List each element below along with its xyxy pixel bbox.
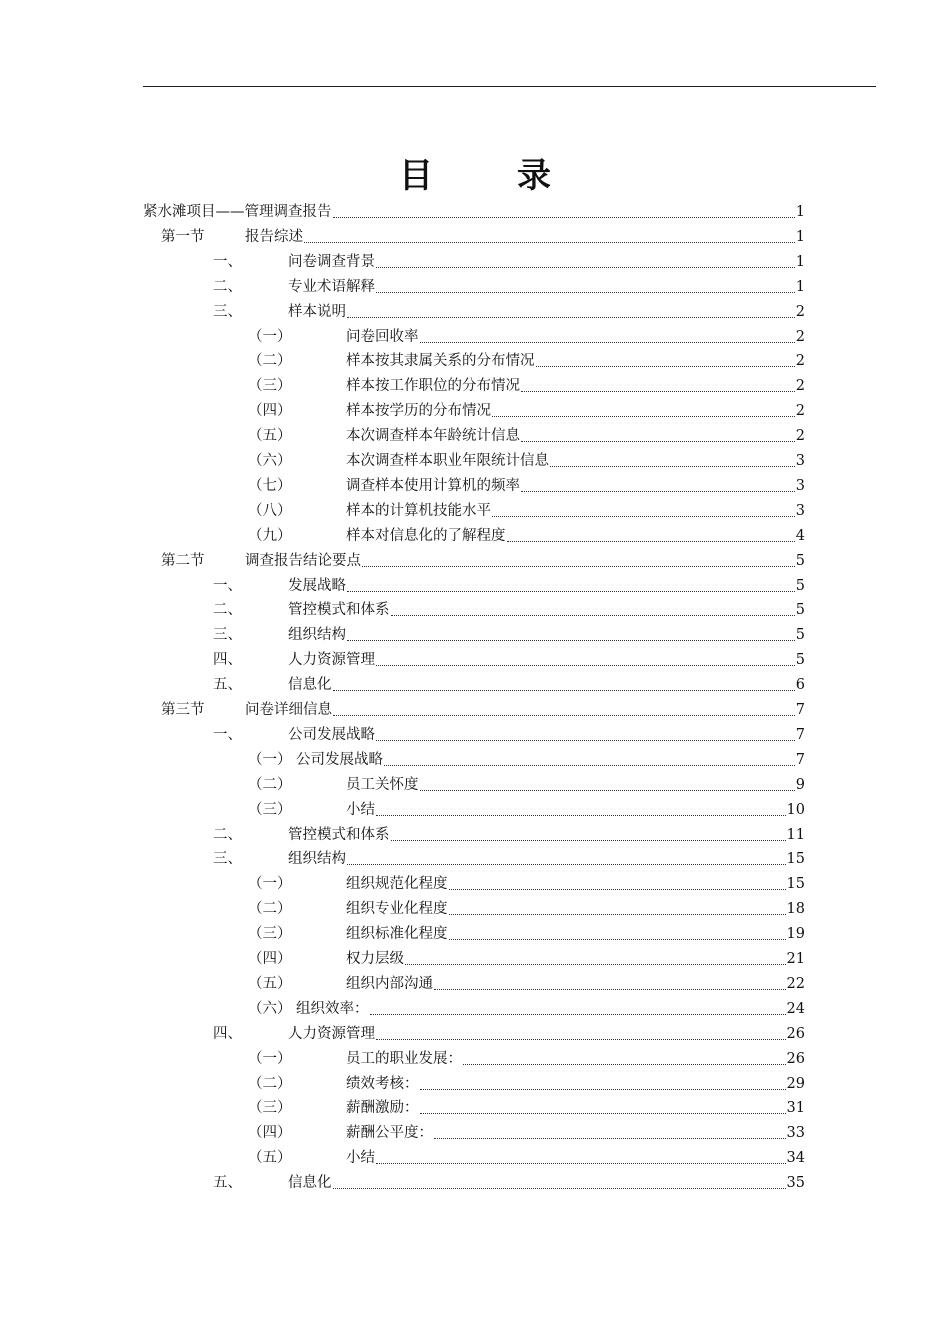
toc-entry-title: 问卷调查背景 — [288, 253, 375, 270]
dot-leader — [376, 292, 795, 293]
toc-entry[interactable] — [248, 1070, 805, 1094]
toc-entry[interactable] — [213, 596, 805, 620]
dot-leader — [405, 964, 786, 965]
toc-entry-title: 样本按工作职位的分布情况 — [346, 378, 520, 395]
toc-entry-page: 1 — [795, 253, 805, 270]
toc-entry-number: 五、 — [213, 677, 242, 694]
dot-leader — [333, 1188, 786, 1189]
dot-leader — [376, 267, 795, 268]
toc-entry[interactable] — [248, 397, 805, 421]
toc-entry-title: 人力资源管理 — [288, 652, 375, 669]
title-char-2: 录 — [517, 156, 551, 196]
toc-entry-page: 3 — [795, 453, 805, 469]
toc-entry-page: 18 — [786, 901, 805, 918]
toc-entry-page: 1 — [795, 278, 805, 295]
toc-entry-title: 公司发展战略 — [288, 726, 375, 743]
dot-leader — [420, 790, 795, 791]
dot-leader — [376, 815, 786, 816]
toc-entry-title: 组织标准化程度 — [346, 926, 448, 943]
toc-entry[interactable] — [248, 472, 805, 496]
toc-entry-title: 样本说明 — [288, 303, 346, 320]
toc-entry[interactable] — [213, 298, 805, 322]
toc-entry[interactable] — [248, 920, 805, 944]
toc-entry-number: 二、 — [213, 602, 242, 619]
toc-entry-number: （六） — [248, 1000, 292, 1017]
toc-entry-number: （二） — [248, 353, 292, 370]
toc-entry[interactable] — [213, 1169, 805, 1193]
toc-entry-title: 组织结构 — [288, 627, 346, 644]
dot-leader — [370, 1014, 786, 1015]
toc-entry-page: 33 — [786, 1125, 805, 1142]
toc-entry-page: 2 — [795, 428, 805, 445]
dot-leader — [449, 914, 786, 915]
toc-entry-page: 2 — [795, 353, 805, 370]
toc-entry-title: 薪酬激励： — [346, 1100, 419, 1117]
toc-entry-number: （二） — [248, 776, 292, 793]
toc-entry-page: 2 — [795, 403, 805, 420]
dot-leader — [362, 566, 795, 567]
dot-leader — [420, 1089, 786, 1090]
toc-entry-title: 调查样本使用计算机的频率 — [346, 477, 520, 494]
toc-entry[interactable] — [213, 621, 805, 645]
toc-entry-page: 31 — [786, 1100, 805, 1117]
toc-entry-title: 管控模式和体系 — [288, 602, 390, 619]
toc-entry-page: 5 — [795, 652, 805, 669]
dot-leader — [434, 1138, 786, 1139]
toc-entry-title: 样本的计算机技能水平 — [346, 502, 491, 519]
dot-leader — [376, 1039, 786, 1040]
toc-entry-page: 7 — [795, 702, 805, 718]
toc-entry-title: 信息化 — [288, 1175, 332, 1192]
toc-entry-title: 样本对信息化的了解程度 — [346, 527, 506, 544]
toc-entry-number: （一） — [248, 1050, 292, 1067]
toc-entry-number: 一、 — [213, 577, 242, 594]
dot-leader — [521, 441, 795, 442]
dot-leader — [376, 740, 795, 741]
dot-leader — [391, 840, 786, 841]
dot-leader — [449, 939, 786, 940]
header-rule — [143, 86, 876, 87]
toc-entry-page: 19 — [786, 926, 805, 943]
toc-entry-number: （四） — [248, 951, 292, 967]
toc-entry-number: （三） — [248, 926, 292, 943]
toc-entry-number: 第二节 — [161, 552, 205, 569]
toc-entry[interactable] — [248, 347, 805, 371]
toc-entry-page: 22 — [786, 975, 805, 992]
toc-entry-title: 样本按其隶属关系的分布情况 — [346, 353, 535, 370]
toc-entry-number: （九） — [248, 527, 292, 544]
toc-entry-number: （二） — [248, 1075, 292, 1092]
toc-entry-title: 本次调查样本职业年限统计信息 — [346, 453, 549, 469]
toc-entry-title: 小结 — [346, 1150, 375, 1167]
dot-leader — [347, 640, 795, 641]
dot-leader — [420, 1113, 786, 1114]
toc-entry-page: 15 — [786, 876, 805, 893]
dot-leader — [384, 765, 795, 766]
toc-entry-page: 2 — [795, 303, 805, 320]
toc-entry-page: 29 — [786, 1075, 805, 1092]
dot-leader — [333, 690, 795, 691]
toc-entry-number: （三） — [248, 801, 292, 818]
toc-entry-number: （六） — [248, 453, 292, 469]
toc-entry-title: 样本按学历的分布情况 — [346, 403, 491, 420]
toc-entry-page: 11 — [786, 826, 805, 843]
dot-leader — [492, 416, 795, 417]
toc-entry-page: 6 — [795, 677, 805, 694]
toc-entry-title: 本次调查样本年龄统计信息 — [346, 428, 520, 445]
toc-entry-title: 绩效考核： — [346, 1075, 419, 1092]
toc-entry[interactable] — [161, 223, 805, 247]
toc-entry[interactable] — [161, 547, 805, 571]
toc-entry-title: 问卷回收率 — [346, 328, 419, 345]
toc-entry-number: （三） — [248, 1100, 292, 1117]
toc-entry-number: （五） — [248, 1150, 292, 1167]
toc-entry-page: 5 — [795, 577, 805, 594]
dot-leader — [304, 242, 795, 243]
toc-entry[interactable] — [248, 1144, 805, 1168]
toc-entry-page: 24 — [786, 1000, 805, 1017]
toc-entry-title: 员工关怀度 — [346, 776, 419, 793]
toc-entry-number: （五） — [248, 975, 292, 992]
dot-leader — [391, 615, 795, 616]
dot-leader — [521, 491, 795, 492]
toc-entry-number: （八） — [248, 502, 292, 519]
toc-entry-number: 二、 — [213, 278, 242, 295]
toc-entry-page: 26 — [786, 1050, 805, 1067]
dot-leader — [507, 541, 795, 542]
toc-entry-page: 4 — [795, 527, 805, 544]
toc-entry[interactable] — [248, 323, 805, 347]
toc-entry-title: 调查报告结论要点 — [245, 552, 361, 569]
toc-entry-number: 第三节 — [161, 702, 205, 718]
toc-entry-number: 三、 — [213, 851, 242, 868]
toc-entry-number: 一、 — [213, 726, 242, 743]
toc-entry[interactable] — [213, 572, 805, 596]
toc-entry-page: 3 — [795, 477, 805, 494]
dot-leader — [434, 989, 786, 990]
toc-entry[interactable] — [213, 721, 805, 745]
dot-leader — [420, 342, 795, 343]
dot-leader — [347, 591, 795, 592]
toc-entry-title: 公司发展战略 — [296, 751, 383, 768]
toc-entry-page: 21 — [786, 951, 805, 967]
toc-entry-number: （四） — [248, 403, 292, 420]
dot-leader — [536, 366, 795, 367]
toc-entry[interactable] — [248, 995, 805, 1019]
toc-entry-number: （五） — [248, 428, 292, 445]
toc-entry-number: 四、 — [213, 652, 242, 669]
toc-entry-number: 三、 — [213, 627, 242, 644]
toc-entry-page: 2 — [795, 378, 805, 395]
toc-entry-title: 发展战略 — [288, 577, 346, 594]
toc-entry[interactable] — [248, 422, 805, 446]
toc-entry-page: 10 — [786, 801, 805, 818]
toc-entry-title: 组织专业化程度 — [346, 901, 448, 918]
toc-entry-page: 34 — [786, 1150, 805, 1167]
toc-entry-page: 2 — [795, 328, 805, 345]
page-title — [0, 152, 950, 200]
toc-entry-title: 紧水滩项目——管理调查报告 — [143, 204, 332, 220]
toc-entry-title: 报告综述 — [245, 228, 303, 245]
title-char-1: 目 — [399, 156, 433, 196]
toc-entry-page: 7 — [795, 751, 805, 768]
toc-entry-number: （一） — [248, 876, 292, 893]
toc-entry-title: 人力资源管理 — [288, 1025, 375, 1042]
toc-entry[interactable] — [248, 1045, 805, 1069]
toc-entry-page: 5 — [795, 627, 805, 644]
dot-leader — [376, 665, 795, 666]
toc-entry[interactable] — [248, 945, 805, 969]
toc-entry-number: 二、 — [213, 826, 242, 843]
toc-entry-number: 四、 — [213, 1025, 242, 1042]
toc-entry-number: （四） — [248, 1125, 292, 1142]
dot-leader — [347, 317, 795, 318]
toc-entry[interactable] — [213, 273, 805, 297]
toc-entry-number: （一） — [248, 751, 292, 768]
dot-leader — [333, 217, 795, 218]
toc-entry[interactable] — [248, 771, 805, 795]
dot-leader — [550, 466, 795, 467]
dot-leader — [521, 391, 795, 392]
toc-entry-page: 26 — [786, 1025, 805, 1042]
dot-leader — [376, 1163, 786, 1164]
toc-entry-title: 薪酬公平度： — [346, 1125, 433, 1142]
toc-entry[interactable] — [248, 1094, 805, 1118]
toc-entry-page: 3 — [795, 502, 805, 519]
toc-entry-title: 小结 — [346, 801, 375, 818]
toc-entry-number: 三、 — [213, 303, 242, 320]
dot-leader — [347, 864, 786, 865]
toc-entry[interactable] — [213, 821, 805, 845]
toc-entry-page: 5 — [795, 552, 805, 569]
toc-entry[interactable] — [213, 646, 805, 670]
toc-entry[interactable] — [213, 248, 805, 272]
toc-entry[interactable] — [248, 522, 805, 546]
toc-entry[interactable] — [248, 870, 805, 894]
toc-entry[interactable] — [213, 845, 805, 869]
dot-leader — [463, 1064, 786, 1065]
toc-entry[interactable] — [248, 796, 805, 820]
toc-entry[interactable] — [213, 1020, 805, 1044]
toc-entry-title: 组织结构 — [288, 851, 346, 868]
toc-entry-page: 7 — [795, 726, 805, 743]
toc-entry-number: （二） — [248, 901, 292, 918]
dot-leader — [492, 516, 795, 517]
toc-entry-number: 五、 — [213, 1175, 242, 1192]
toc-entry-title: 信息化 — [288, 677, 332, 694]
toc-entry[interactable] — [161, 696, 805, 720]
toc-entry-title: 组织内部沟通 — [346, 975, 433, 992]
toc-entry[interactable] — [248, 497, 805, 521]
dot-leader — [449, 889, 786, 890]
toc-entry-title: 权力层级 — [346, 951, 404, 967]
toc-entry[interactable] — [248, 970, 805, 994]
toc-entry[interactable] — [213, 671, 805, 695]
toc-entry-page: 1 — [795, 228, 805, 245]
toc-entry-page: 9 — [795, 776, 805, 793]
toc-entry-page: 35 — [786, 1175, 805, 1192]
toc-entry[interactable] — [248, 447, 805, 471]
toc-entry-number: 一、 — [213, 253, 242, 270]
toc-entry-title: 专业术语解释 — [288, 278, 375, 295]
toc-entry[interactable] — [248, 746, 805, 770]
toc-entry-number: （一） — [248, 328, 292, 345]
toc-entry-title: 组织规范化程度 — [346, 876, 448, 893]
toc-entry-title: 员工的职业发展： — [346, 1050, 462, 1067]
toc-entry-title: 组织效率： — [296, 1000, 369, 1017]
toc-entry-number: （七） — [248, 477, 292, 494]
toc-entry-title: 问卷详细信息 — [245, 702, 332, 718]
toc-entry-number: 第一节 — [161, 228, 205, 245]
toc-entry-page: 5 — [795, 602, 805, 619]
toc-entry-page: 15 — [786, 851, 805, 868]
toc-entry[interactable] — [248, 895, 805, 919]
toc-entry-page: 1 — [795, 204, 805, 220]
toc-entry-title: 管控模式和体系 — [288, 826, 390, 843]
toc-entry-number: （三） — [248, 378, 292, 395]
toc-entry[interactable] — [248, 1119, 805, 1143]
dot-leader — [333, 715, 795, 716]
toc-entry[interactable] — [143, 198, 805, 222]
toc-entry[interactable] — [248, 372, 805, 396]
